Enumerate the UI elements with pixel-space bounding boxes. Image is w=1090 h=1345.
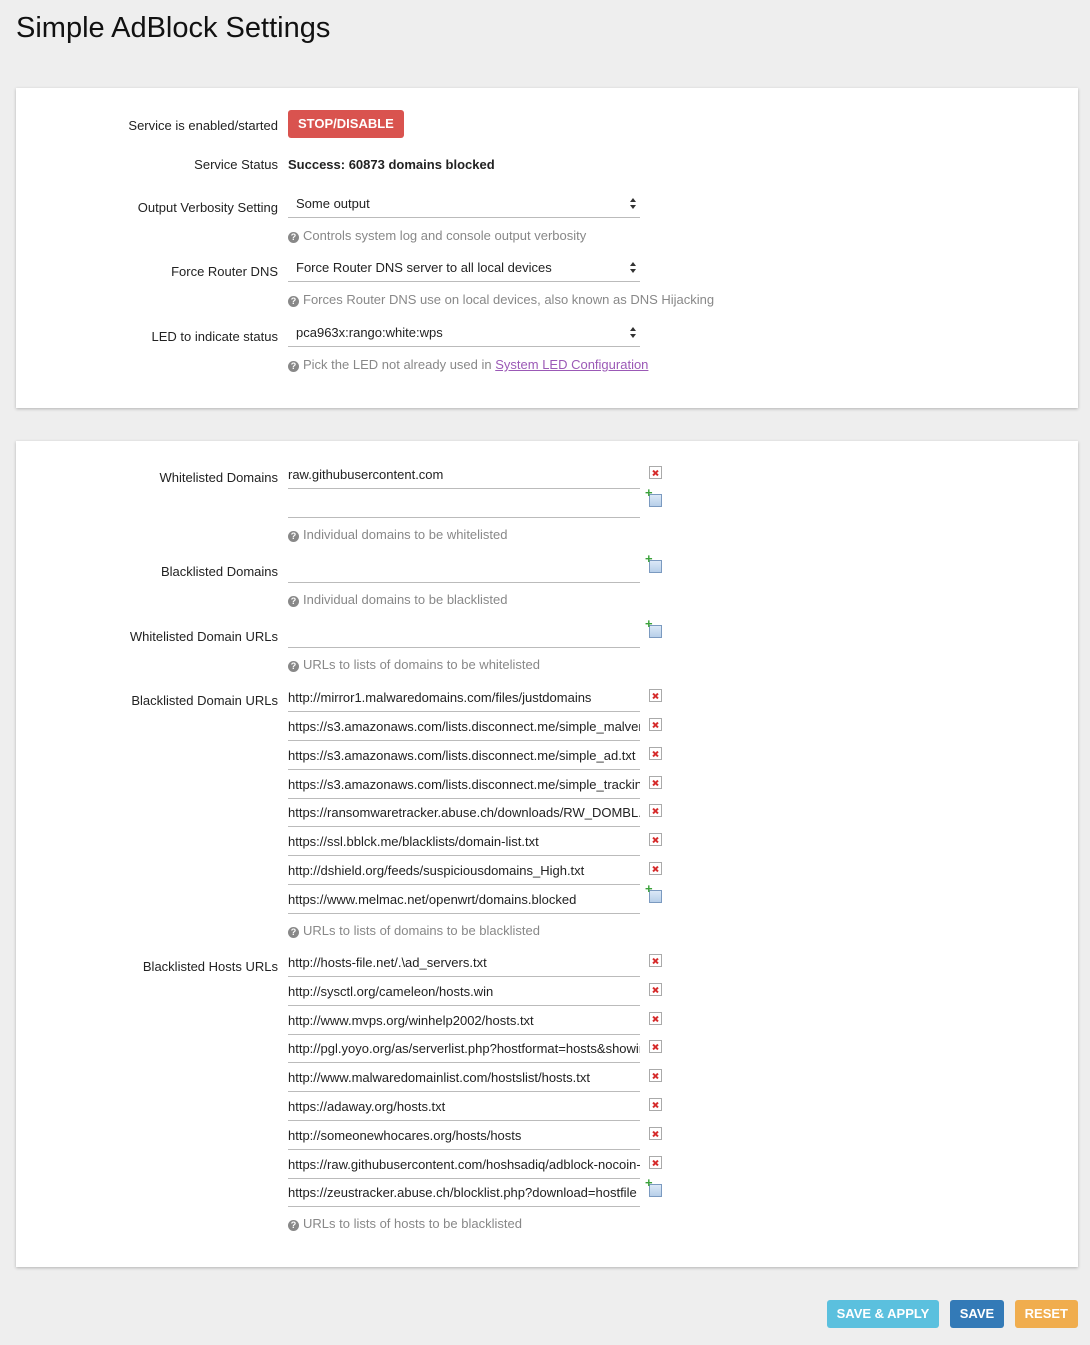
stop-disable-button[interactable]: STOP/DISABLE (288, 110, 404, 138)
whitelisted-url-input[interactable] (288, 620, 640, 648)
blacklisted-url-input[interactable] (288, 684, 640, 712)
help-icon: ? (288, 296, 299, 307)
blacklisted-host-input[interactable] (288, 1179, 640, 1207)
verbosity-label: Output Verbosity Setting (137, 200, 278, 215)
help-icon: ? (288, 232, 299, 243)
lists-panel (16, 441, 1078, 1267)
verbosity-selected-value: Some output (296, 196, 370, 211)
whitelisted-domain-input[interactable] (288, 461, 640, 489)
general-settings-panel (16, 88, 1078, 408)
remove-entry-icon[interactable] (649, 1098, 662, 1111)
remove-entry-icon[interactable] (649, 954, 662, 967)
led-help-text: Pick the LED not already used in (303, 357, 492, 372)
led-label: LED to indicate status (151, 329, 278, 344)
led-select[interactable] (288, 321, 640, 347)
whitelisted-domains-help-text: Individual domains to be whitelisted (303, 527, 508, 542)
help-icon: ? (288, 596, 299, 607)
whitelisted-urls-label: Whitelisted Domain URLs (129, 629, 278, 644)
verbosity-help (288, 228, 586, 243)
service-status-value: Success: 60873 domains blocked (288, 157, 495, 172)
blacklisted-host-input[interactable] (288, 1007, 640, 1035)
remove-entry-icon[interactable] (649, 718, 662, 731)
whitelisted-domains-help (288, 527, 508, 542)
blacklisted-hosts-help (288, 1216, 522, 1231)
remove-entry-icon[interactable] (649, 804, 662, 817)
led-help (288, 357, 648, 372)
blacklisted-host-input[interactable] (288, 1064, 640, 1092)
force-dns-help-text: Forces Router DNS use on local devices, also known as DNS Hijacking (303, 292, 715, 307)
add-entry-icon[interactable] (649, 625, 662, 638)
blacklisted-domain-input[interactable] (288, 555, 640, 583)
blacklisted-hosts-help-text: URLs to lists of hosts to be blacklisted (303, 1216, 522, 1231)
service-enabled-label: Service is enabled/started (128, 118, 278, 133)
page-title: Simple AdBlock Settings (16, 12, 331, 44)
blacklisted-host-input[interactable] (288, 978, 640, 1006)
add-entry-icon[interactable] (649, 890, 662, 903)
save-apply-button[interactable]: SAVE & APPLY (827, 1300, 940, 1328)
blacklisted-urls-help-text: URLs to lists of domains to be blacklisted (303, 923, 540, 938)
remove-entry-icon[interactable] (649, 833, 662, 846)
led-selected-value: pca963x:rango:white:wps (296, 325, 443, 340)
remove-entry-icon[interactable] (649, 1127, 662, 1140)
help-icon: ? (288, 661, 299, 672)
force-dns-help (288, 292, 714, 307)
remove-entry-icon[interactable] (649, 1156, 662, 1169)
save-button[interactable]: SAVE (950, 1300, 1004, 1328)
system-led-configuration-link[interactable]: System LED Configuration (495, 357, 649, 372)
blacklisted-url-input[interactable] (288, 799, 640, 827)
footer-actions (821, 1300, 1078, 1328)
verbosity-select[interactable] (288, 192, 640, 218)
blacklisted-url-input[interactable] (288, 828, 640, 856)
blacklisted-hosts-label: Blacklisted Hosts URLs (142, 959, 278, 974)
reset-button[interactable]: RESET (1015, 1300, 1078, 1328)
whitelisted-urls-help-text: URLs to lists of domains to be whitelisted (303, 657, 540, 672)
blacklisted-url-input[interactable] (288, 857, 640, 885)
remove-entry-icon[interactable] (649, 776, 662, 789)
blacklisted-url-input[interactable] (288, 771, 640, 799)
whitelisted-urls-help (288, 657, 540, 672)
whitelisted-domain-input[interactable] (288, 490, 640, 518)
whitelisted-domains-label: Whitelisted Domains (159, 470, 278, 485)
remove-entry-icon[interactable] (649, 983, 662, 996)
blacklisted-urls-label: Blacklisted Domain URLs (131, 693, 278, 708)
blacklisted-domains-help (288, 592, 508, 607)
force-dns-selected-value: Force Router DNS server to all local devices (296, 260, 552, 275)
force-dns-label: Force Router DNS (171, 264, 278, 279)
blacklisted-host-input[interactable] (288, 1035, 640, 1063)
blacklisted-domains-label: Blacklisted Domains (160, 564, 278, 579)
blacklisted-url-input[interactable] (288, 713, 640, 741)
service-status-label: Service Status (194, 157, 278, 172)
add-entry-icon[interactable] (649, 1184, 662, 1197)
select-caret-icon (630, 198, 636, 210)
remove-entry-icon[interactable] (649, 862, 662, 875)
select-caret-icon (630, 262, 636, 274)
remove-entry-icon[interactable] (649, 689, 662, 702)
blacklisted-host-input[interactable] (288, 949, 640, 977)
remove-entry-icon[interactable] (649, 1012, 662, 1025)
help-icon: ? (288, 531, 299, 542)
remove-entry-icon[interactable] (649, 1069, 662, 1082)
select-caret-icon (630, 327, 636, 339)
blacklisted-host-input[interactable] (288, 1122, 640, 1150)
blacklisted-urls-help (288, 923, 540, 938)
blacklisted-url-input[interactable] (288, 886, 640, 914)
help-icon: ? (288, 1220, 299, 1231)
blacklisted-domains-help-text: Individual domains to be blacklisted (303, 592, 508, 607)
blacklisted-host-input[interactable] (288, 1151, 640, 1179)
blacklisted-host-input[interactable] (288, 1093, 640, 1121)
force-dns-select[interactable] (288, 256, 640, 282)
add-entry-icon[interactable] (649, 560, 662, 573)
remove-entry-icon[interactable] (649, 747, 662, 760)
remove-entry-icon[interactable] (649, 466, 662, 479)
add-entry-icon[interactable] (649, 494, 662, 507)
remove-entry-icon[interactable] (649, 1040, 662, 1053)
verbosity-help-text: Controls system log and console output verbosity (303, 228, 587, 243)
help-icon: ? (288, 927, 299, 938)
help-icon: ? (288, 361, 299, 372)
blacklisted-url-input[interactable] (288, 742, 640, 770)
